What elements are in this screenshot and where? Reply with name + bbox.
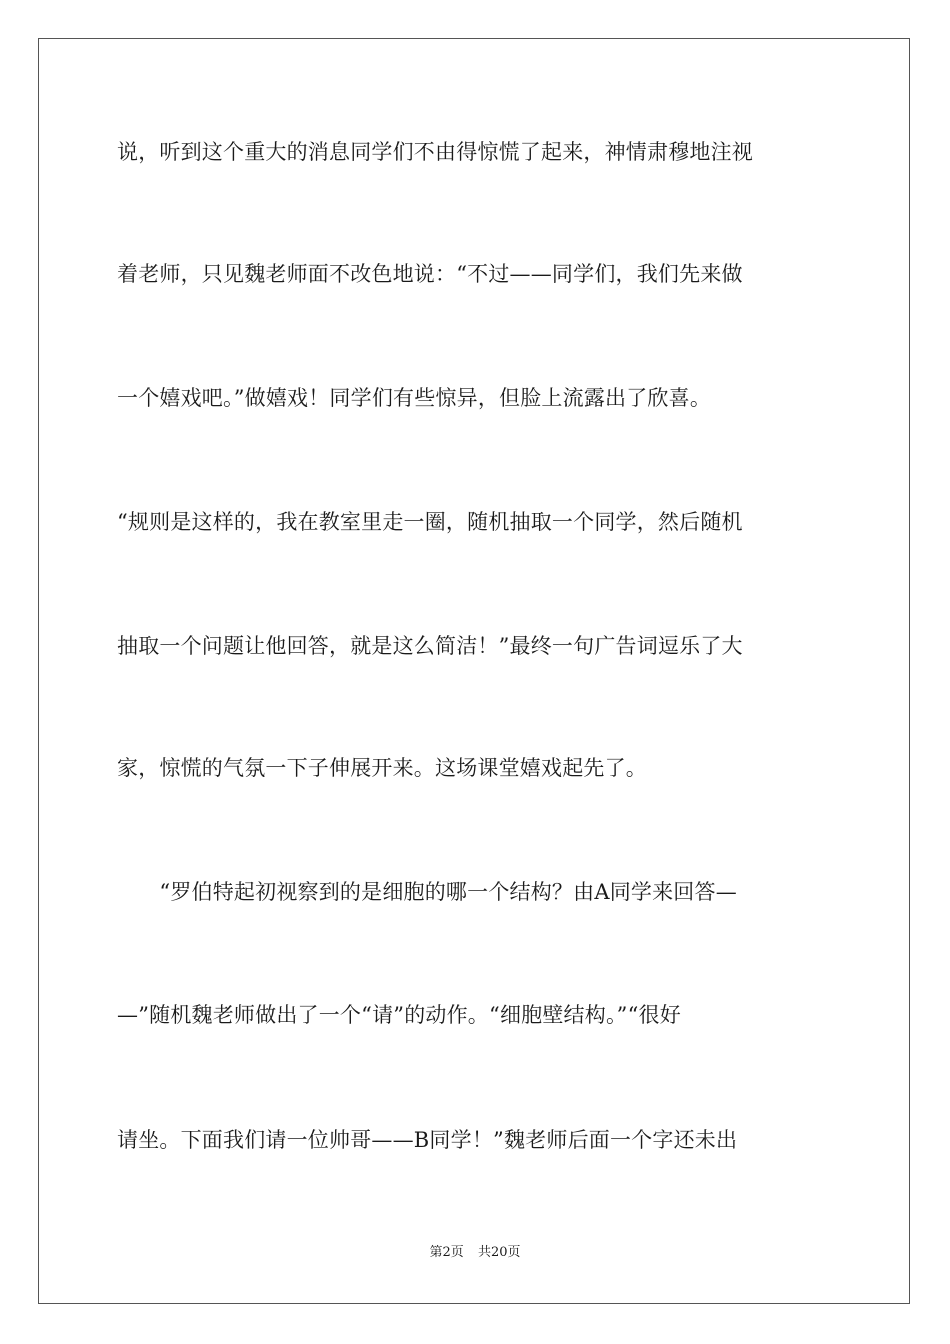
body-text-line: “罗伯特起初视察到的是细胞的哪一个结构？由A同学来回答— <box>117 880 737 904</box>
body-text-line: 家，惊慌的气氛一下子伸展开来。这场课堂嬉戏起先了。 <box>117 756 647 780</box>
body-text-line: —”随机魏老师做出了一个“请”的动作。“细胞壁结构。”“很好 <box>117 1003 681 1027</box>
body-text-line: 抽取一个问题让他回答，就是这么简洁！”最终一句广告词逗乐了大 <box>117 634 743 658</box>
body-text-line: “规则是这样的，我在教室里走一圈，随机抽取一个同学，然后随机 <box>117 510 743 534</box>
body-text-line: 着老师，只见魏老师面不改色地说：“不过——同学们，我们先来做 <box>117 262 743 286</box>
page-footer <box>0 1244 950 1262</box>
page-number: 第2页 <box>429 1245 464 1260</box>
page-frame <box>38 38 910 1304</box>
body-text-line: 说，听到这个重大的消息同学们不由得惊慌了起来，神情肃穆地注视 <box>117 140 753 164</box>
body-text-line: 一个嬉戏吧。”做嬉戏！同学们有些惊异，但脸上流露出了欣喜。 <box>117 386 712 410</box>
body-text-line: 请坐。下面我们请一位帅哥——B同学！”魏老师后面一个字还未出 <box>117 1128 738 1152</box>
page-total: 共20页 <box>477 1245 521 1260</box>
